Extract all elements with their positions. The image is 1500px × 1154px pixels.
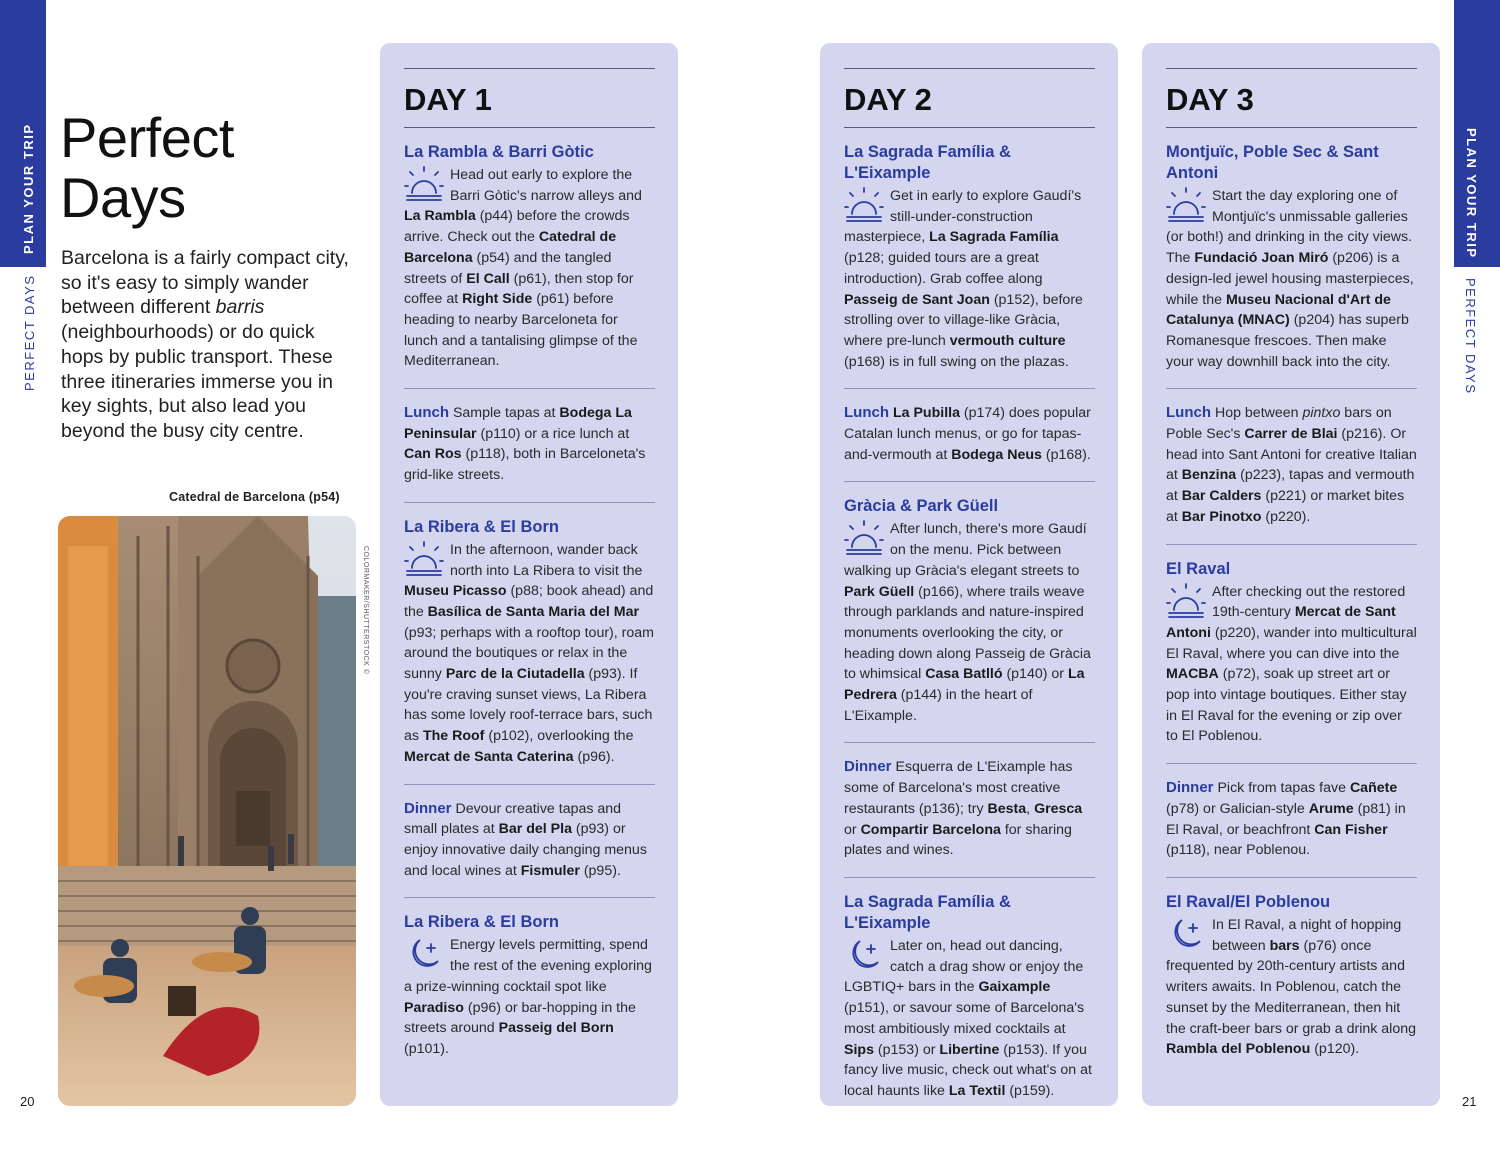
intro-paragraph: Barcelona is a fairly compact city, so it's easy to simply wander between different barris (neighbourhoods) or do quick hops by public transport. These three itineraries immerse you in key sights, but also lead you beyond the busy city centre. — [61, 247, 349, 442]
photo-credit: COLORMAKER/SHUTTERSTOCK © — [362, 546, 369, 675]
moon-icon — [844, 936, 884, 974]
page-title — [60, 108, 234, 228]
section-heading: La Sagrada Família & L'Eixample — [844, 892, 1011, 932]
day2-afternoon: Gràcia & Park Güell After lunch, there's more Gaudí on the menu. Pick between walking up Gràcia's elegant streets to Park Güell (p166), where trails weave through parklands and nature-inspired monuments overlooking the city, or heading down along Passeig de Gràcia to whimsical Casa Batlló (p140) or La Pedrera (p144) in the heart of L'Eixample. — [844, 481, 1095, 742]
section-heading: El Raval — [1166, 559, 1231, 578]
day1-title: DAY 1 — [404, 82, 492, 117]
day1-panel — [380, 43, 678, 1106]
day2-evening: La Sagrada Família & L'Eixample Later on, head out dancing, catch a drag show or enjoy the LGBTIQ+ bars in the Gaixample (p151), or savour some of Barcelona's most ambitiously mixed cocktails at Sips (p153) or Libertine (p153). If you fancy live music, check out what's on at local haunts like La Textil (p159). — [844, 877, 1095, 1118]
section-heading: La Ribera & El Born — [404, 517, 559, 536]
title-line-2: Days — [60, 166, 186, 229]
day2-title: DAY 2 — [844, 82, 932, 117]
section-heading: El Raval/El Poblenou — [1166, 892, 1331, 911]
day1-evening: La Ribera & El Born Energy levels permitting, spend the rest of the evening exploring a prize-winning cocktail spot like Paradiso (p96) or bar-hopping in the streets around Passeig del Born (p101). — [404, 897, 655, 1075]
day1-lunch: Lunch Sample tapas at Bodega La Peninsular (p110) or a rice lunch at Can Ros (p118), both in Barceloneta's grid-like streets. — [404, 388, 655, 502]
page-number: 20 — [20, 1094, 35, 1109]
section-tab-label: PLAN YOUR TRIP — [21, 123, 36, 254]
section-heading: La Ribera & El Born — [404, 913, 559, 932]
day3-title: DAY 3 — [1166, 82, 1254, 117]
day2-dinner: Dinner Esquerra de L'Eixample has some of Barcelona's most creative restaurants (p136); try Besta, Gresca or Compartir Barcelona for sharing plates and wines. — [844, 742, 1095, 877]
sun-icon — [404, 165, 444, 203]
day2-morning: La Sagrada Família & L'Eixample Get in early to explore Gaudí's still-under-construction masterpiece, La Sagrada Família (p128; guided tours are a great introduction). Grab coffee along Passeig de Sant Joan (p152), before strolling over to village-like Gràcia, where pre-lunch vermouth culture (p168) is in full swing on the plazas. — [844, 127, 1095, 388]
sun-icon — [844, 186, 884, 224]
section-heading: La Rambla & Barri Gòtic — [404, 143, 594, 161]
day3-lunch: Lunch Hop between pintxo bars on Poble Sec's Carrer de Blai (p216). Or head into Sant Antoni for creative Italian at Benzina (p223), tapas and vermouth at Bar Calders (p221) or market bites at Bar Pinotxo (p220). — [1166, 388, 1417, 543]
sun-icon — [1166, 582, 1206, 620]
side-label: PERFECT DAYS — [22, 274, 37, 391]
day1-morning: La Rambla & Barri Gòtic Head out early to explore the Barri Gòtic's narrow alleys and La Rambla (p44) before the crowds arrive. Check out the Catedral de Barcelona (p54) and the tangled streets of El Call (p61), then stop for coffee at Right Side (p61) before heading to nearby Barceloneta for lunch and a tantalising glimpse of the Mediterranean. — [404, 127, 655, 388]
sun-icon — [1166, 186, 1206, 224]
day3-afternoon: El Raval After checking out the restored 19th-century Mercat de Sant Antoni (p220), wander into multicultural El Raval, where you can dive into the MACBA (p72), soak up street art or pop into vintage boutiques. Either stay in El Raval for the evening or zip over to El Poblenou. — [1166, 544, 1417, 764]
day2-lunch: Lunch La Pubilla (p174) does popular Catalan lunch menus, or go for tapas-and-vermouth at Bodega Neus (p168). — [844, 388, 1095, 481]
moon-icon — [404, 935, 444, 973]
day3-evening: El Raval/El Poblenou In El Raval, a night of hopping between bars (p76) once frequented by 20th-century artists and writers awaits. In Poblenou, catch the sunset by the Mediterranean, then hit the craft-beer bars or grab a drink along Rambla del Poblenou (p120). — [1166, 877, 1417, 1076]
day3-panel — [1142, 43, 1440, 1106]
section-tab-label: PLAN YOUR TRIP — [1464, 128, 1479, 259]
section-heading: La Sagrada Família & L'Eixample — [844, 143, 1011, 182]
day1-afternoon: La Ribera & El Born In the afternoon, wander back north into La Ribera to visit the Museu Picasso (p88; book ahead) and the Basílica de Santa Maria del Mar (p93; perhaps with a rooftop tour), roam around the boutiques or relax in the sunny Parc de la Ciutadella (p93). If you're craving sunset views, La Ribera has some lovely roof-terrace bars, such as The Roof (p102), overlooking the Mercat de Santa Caterina (p96). — [404, 502, 655, 784]
day3-dinner: Dinner Pick from tapas fave Cañete (p78) or Galician-style Arume (p81) in El Raval, or beachfront Can Fisher (p118), near Poblenou. — [1166, 763, 1417, 877]
page-number: 21 — [1462, 1094, 1477, 1109]
moon-icon — [1166, 915, 1206, 953]
sun-icon — [404, 540, 444, 578]
day3-morning: Montjuïc, Poble Sec & Sant Antoni Start the day exploring one of Montjuïc's unmissable galleries (or both!) and drinking in the city views. The Fundació Joan Miró (p206) is a design-led jewel housing masterpieces, while the Museu Nacional d'Art de Catalunya (MNAC) (p204) has superb Romanesque frescoes. Then make your way downhill back into the city. — [1166, 127, 1417, 388]
title-line-1: Perfect — [60, 106, 234, 169]
side-label: PERFECT DAYS — [1463, 278, 1478, 395]
photo-caption: Catedral de Barcelona (p54) — [169, 490, 340, 504]
section-heading: Montjuïc, Poble Sec & Sant Antoni — [1166, 143, 1379, 182]
day2-panel — [820, 43, 1118, 1106]
cathedral-photo — [58, 516, 356, 1106]
day1-dinner: Dinner Devour creative tapas and small plates at Bar del Pla (p93) or enjoy innovative daily changing menus and local wines at Fismuler (p95). — [404, 784, 655, 898]
sun-icon — [844, 519, 884, 557]
section-heading: Gràcia & Park Güell — [844, 497, 999, 516]
